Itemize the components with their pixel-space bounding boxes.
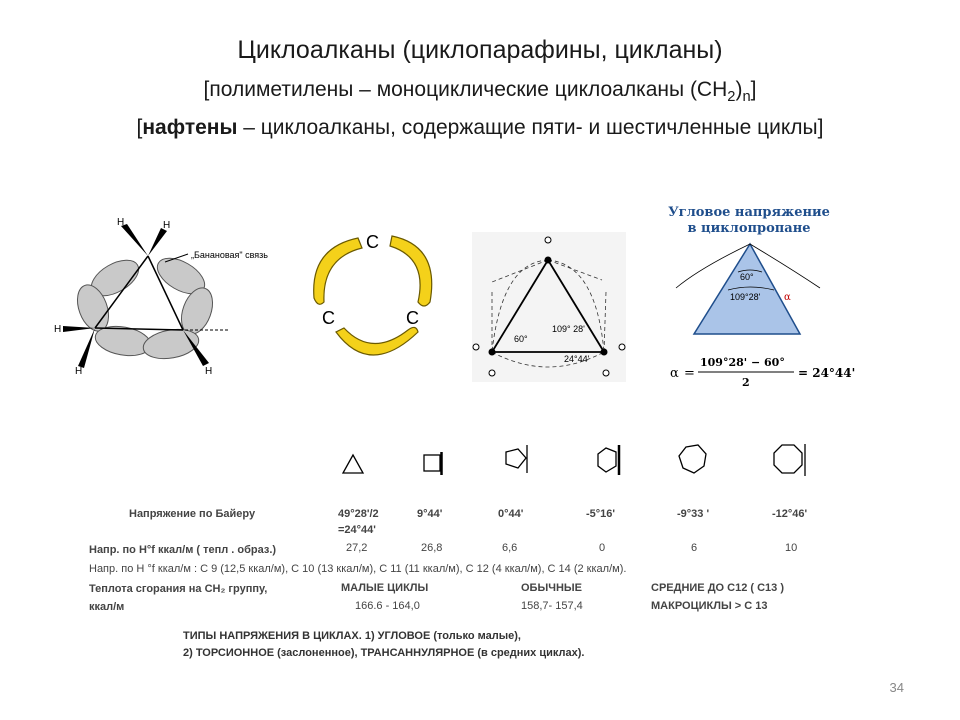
baeyer-value-3-extra: =24°44' — [338, 524, 376, 536]
subtitle-1-text: [полиметилены – моноциклические циклоалканы (CH — [203, 78, 728, 101]
cyclopropane-ring-icon — [340, 452, 366, 476]
formula-result: = 24°44' — [798, 366, 856, 380]
cyclobutane-ring-icon — [420, 450, 446, 476]
angle-strain-title-line1: Угловое напряжение — [668, 205, 830, 220]
combustion-label-line2: ккал/м — [89, 601, 125, 613]
strain-types-note-line2: 2) ТОРСИОННОЕ (заслоненное), ТРАНСАННУЛЯРНОЕ (в средних циклах). — [183, 647, 585, 659]
slide-subtitle-1 — [0, 78, 960, 105]
h-label-4: H — [75, 366, 83, 376]
strain-types-note-line1: ТИПЫ НАПРЯЖЕНИЯ В ЦИКЛАХ. 1) УГЛОВОЕ (только малые), — [183, 630, 521, 642]
subtitle-2-bracket: [ — [136, 116, 143, 139]
heat-value-8: 10 — [785, 542, 798, 554]
cyclooctane-ring-icon — [770, 442, 808, 478]
small-cycles-range: 166.6 - 164,0 — [355, 600, 420, 612]
baeyer-value-6: -5°16' — [586, 508, 616, 520]
macro-cycles-label: МАКРОЦИКЛЫ > С 13 — [651, 600, 768, 612]
angle-60-label: 60° — [514, 334, 528, 344]
angle-10928-label: 109° 28' — [552, 324, 585, 334]
baeyer-value-5: 0°44' — [498, 508, 524, 520]
small-cycles-label: МАЛЫЕ ЦИКЛЫ — [341, 582, 429, 594]
banana-bond-label: „Банановая" связь — [191, 250, 268, 260]
cycloheptane-ring-icon — [676, 442, 712, 476]
h-label-3: H — [54, 324, 62, 335]
angle-strain-title — [644, 205, 854, 237]
slide-title: Циклоалканы (циклопарафины, цикланы) — [237, 36, 723, 64]
cyclopentane-ring-icon — [500, 444, 532, 474]
formula-denominator: 2 — [742, 376, 750, 389]
subtitle-2-text: – циклоалканы, содержащие пяти- и шестичленные циклы] — [237, 116, 824, 139]
carbon-atom-left: C — [322, 308, 335, 328]
heat-value-7: 6 — [691, 542, 698, 554]
banana-bond-orbital-figure — [53, 216, 272, 376]
subtitle-1-mid: ) — [735, 78, 743, 101]
angle-strain-formula — [666, 352, 856, 392]
subscript-n: n — [742, 89, 751, 106]
baeyer-strain-label: Напряжение по Байеру — [129, 508, 256, 520]
cyclohexane-ring-icon — [592, 444, 626, 476]
angle-2444-label: 24°44' — [564, 354, 590, 364]
normal-cycles-range: 158,7- 157,4 — [521, 600, 583, 612]
medium-cycles-label: СРЕДНИЕ ДО С12 ( С13 ) — [651, 582, 784, 594]
subtitle-1-end: ] — [750, 78, 757, 101]
strain-angle-60: 60° — [740, 272, 754, 282]
carbon-atom-top: C — [366, 232, 379, 252]
angle-strain-diagram — [670, 238, 830, 338]
subscript-2: 2 — [727, 89, 736, 106]
baeyer-value-3: 49°28'/2 — [338, 508, 379, 520]
angle-strain-title-line2: в циклопропане — [687, 221, 811, 236]
heat-value-4: 26,8 — [421, 542, 443, 554]
h-label-2: H — [163, 220, 171, 231]
formula-equals: = — [684, 366, 695, 381]
heat-value-6: 0 — [599, 542, 606, 554]
formula-alpha: α — [670, 366, 679, 381]
heat-formation-label: Напр. по H°f ккал/м ( тепл . образ.) — [89, 544, 277, 556]
formula-numerator: 109°28' − 60° — [700, 356, 785, 369]
heat-value-5: 6,6 — [502, 542, 518, 554]
banana-cyclopropane-figure — [300, 228, 448, 378]
subtitle-2-bold: нафтены — [142, 116, 238, 139]
h-label-5: H — [205, 366, 213, 376]
normal-cycles-label: ОБЫЧНЫЕ — [521, 582, 583, 594]
strain-alpha: α — [784, 292, 791, 303]
baeyer-value-7: -9°33 ' — [677, 508, 710, 520]
baeyer-value-8: -12°46' — [772, 508, 808, 520]
carbon-atom-right: C — [406, 308, 419, 328]
slide-subtitle-2 — [0, 116, 960, 140]
combustion-label-line1: Теплота сгорания на CH₂ группу, — [89, 583, 268, 595]
heat-value-3: 27,2 — [346, 542, 368, 554]
baeyer-value-4: 9°44' — [417, 508, 443, 520]
strain-angle-10928: 109°28' — [730, 292, 761, 302]
cyclopropane-geometry-figure — [472, 232, 626, 382]
page-number: 34 — [889, 680, 904, 695]
h-label-1: H — [117, 217, 125, 228]
heat-formation-large-rings: Напр. по H °f ккал/м : C 9 (12,5 ккал/м), C 10 (13 ккал/м), C 11 (11 ккал/м), C 12 (4 ккал/м), C 14 (2 ккал/м). — [89, 563, 627, 575]
